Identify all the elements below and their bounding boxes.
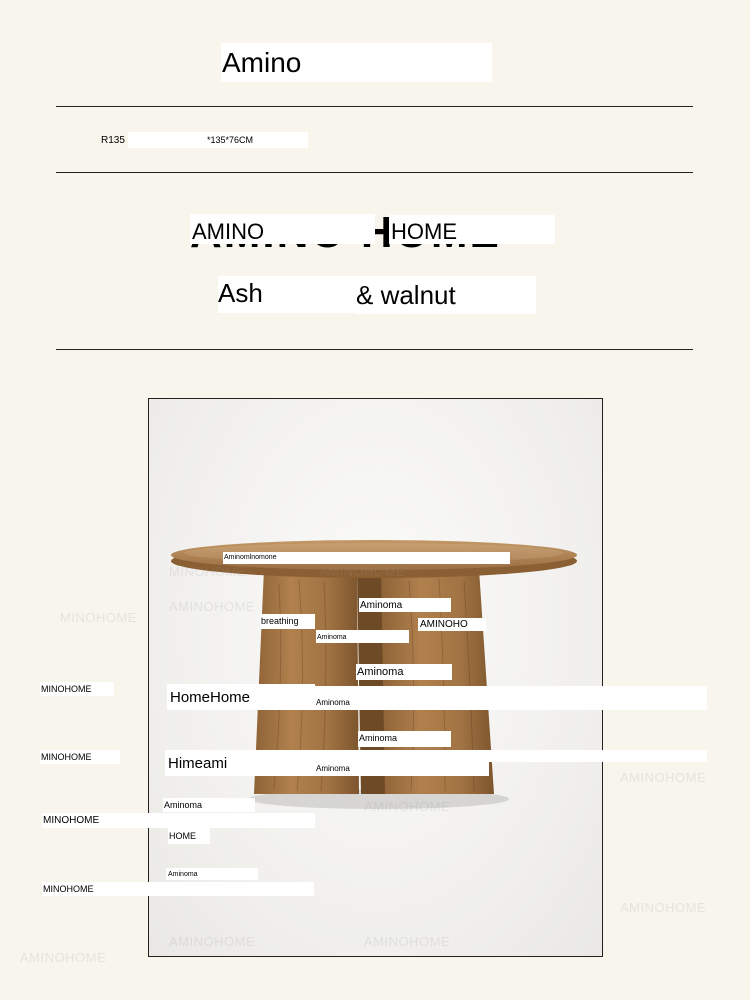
title-line2-left: Ash	[218, 278, 263, 308]
watermark: AMINOHOME	[20, 950, 107, 965]
overlay-label: Aminoma	[316, 764, 350, 773]
title-line1-left: AMINO	[192, 219, 265, 244]
overlay-label: Aminomlnomone	[224, 554, 277, 561]
divider-middle	[56, 172, 693, 173]
overlay-label: Aminoma	[316, 698, 350, 707]
title-line2-right: & walnut	[356, 280, 456, 310]
side-label: MINOHOME	[43, 815, 100, 826]
overlay-label: Aminoma	[164, 800, 203, 810]
overlay-strip	[313, 750, 707, 762]
title-line1-right: HOME	[391, 219, 457, 244]
side-label: MINOHOME	[41, 684, 92, 694]
overlay-label: HOME	[169, 831, 196, 841]
watermark: AMINOHOME	[620, 770, 707, 785]
overlay-label: Aminoma	[360, 600, 403, 611]
divider-top	[56, 106, 693, 107]
watermark: MINOHOME	[169, 564, 246, 579]
side-label: MINOHOME	[41, 752, 92, 762]
overlay-label: breathing	[261, 616, 299, 626]
side-label: MINOHOME	[43, 884, 94, 894]
overlay-label: AMINOHO	[420, 619, 468, 630]
watermark: AMINOHOME	[169, 599, 256, 614]
overlay-label: Aminoma	[168, 871, 198, 878]
watermark: AMINOHOME	[169, 934, 256, 949]
overlay-label: Aminoma	[359, 733, 398, 743]
brand-name: Amino	[222, 47, 302, 78]
watermark: MINOHOME	[60, 610, 137, 625]
watermark: AMINOHOME	[319, 564, 406, 579]
divider-bottom	[56, 349, 693, 350]
watermark: AMINOHOME	[364, 799, 451, 814]
overlay-label: HomeHome	[170, 689, 251, 706]
overlay-label: Aminoma	[357, 666, 404, 678]
watermark: AMINOHOME	[620, 900, 707, 915]
spec-dims: *135*76CM	[207, 135, 254, 145]
spec-label: R135	[101, 135, 125, 146]
overlay-label: Aminoma	[317, 634, 347, 641]
overlay-strip	[315, 686, 707, 710]
overlay-label: Himeami	[168, 755, 228, 772]
watermark: AMINOHOME	[364, 934, 451, 949]
